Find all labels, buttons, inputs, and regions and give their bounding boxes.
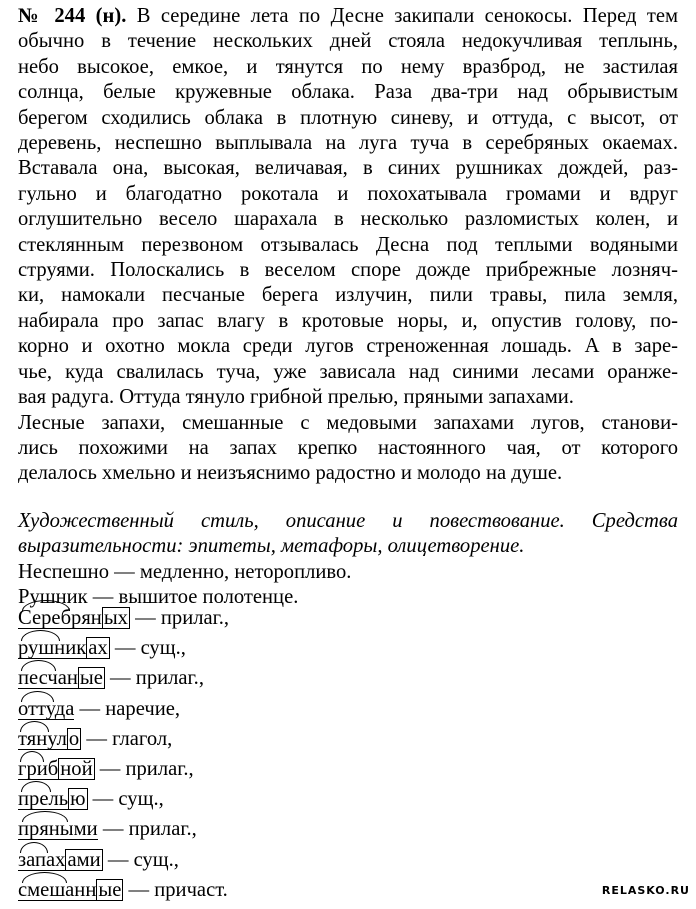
ending-box: ю	[70, 788, 86, 811]
exercise-text	[18, 4, 678, 487]
word-stem	[18, 788, 68, 811]
style-line-1: Художественный стиль, описание и повествование. Средства	[18, 510, 678, 532]
text-line: стеклянным перезвоном отзывалась Десна под теплыми водяными	[18, 233, 678, 256]
text-line: вая радуга. Оттуда тянуло грибной прелью, пряными запахами.	[18, 386, 574, 409]
ending-box: ых	[103, 607, 128, 629]
stem-underline	[18, 809, 68, 810]
stem-text: рушник	[18, 637, 87, 660]
part-of-speech: — наречие,	[74, 697, 181, 720]
ending-box: ые	[79, 667, 103, 690]
analysis-block	[18, 509, 678, 611]
word-stem	[18, 818, 98, 841]
gloss-neespeshno: Неспешно — медленно, неторопливо.	[18, 560, 352, 583]
text-line: Вставала она, высокая, величавая, в синих рушниках дождей, раз-	[18, 157, 678, 180]
stem-text: смешанн	[18, 878, 97, 901]
style-line-2: выразительности: эпитеты, метафоры, олицетворение.	[18, 535, 525, 558]
word-stem	[18, 637, 86, 660]
part-of-speech: — сущ.,	[109, 637, 186, 660]
text-line: набирала про запас влагу в кротовые норы, и, опустив голову, по-	[18, 309, 678, 332]
word-stem	[18, 667, 78, 690]
part-of-speech: — прилаг.,	[94, 758, 194, 780]
ending-box: ами	[67, 848, 101, 871]
part-of-speech: — прилаг.,	[97, 818, 197, 841]
word-stem	[18, 607, 102, 630]
stem-underline	[18, 719, 74, 720]
stem-text: тянул	[18, 727, 67, 750]
stem-underline	[18, 779, 58, 780]
text-line: гульно и благодатно рокотала и похохатывала громами и вдруг	[18, 182, 678, 205]
word-stem	[18, 728, 67, 751]
stem-text: гриб	[18, 758, 59, 780]
morpheme-row	[18, 818, 197, 848]
text-line: оглушительно весело шарахала в несколько разломистых колен, и	[18, 208, 678, 231]
stem-underline	[18, 839, 98, 840]
text-line	[18, 4, 678, 29]
ending-box: ной	[60, 758, 93, 780]
text-line: лись похожими на запах крепко настоянного чая, от которого	[18, 436, 678, 459]
text-line: деревень, неспешно выплывала на луга туча в серебряных окаемах.	[18, 132, 678, 155]
stem-underline	[18, 900, 96, 901]
text-line: делалось хмельно и неизъяснимо радостно и молодо на душе.	[18, 462, 563, 485]
stem-underline	[18, 749, 67, 750]
part-of-speech: — прилаг.,	[104, 667, 204, 690]
part-of-speech: — сущ.,	[87, 788, 164, 811]
ending-box: ые	[98, 878, 122, 901]
text-line: солнца, белые кружевные облака. Раза два-три над обрывистым	[18, 81, 678, 104]
morpheme-row	[18, 879, 228, 909]
text-line: берегом сходились облака в плотную синеву, и оттуда, с высот, от	[18, 106, 678, 129]
stem-text: оттуда	[18, 697, 75, 720]
gloss-rushnik: Рушник — вышитое полотенце.	[18, 586, 299, 609]
stem-text: песчан	[18, 667, 78, 690]
stem-text: прель	[18, 788, 69, 811]
word-stem	[18, 698, 74, 721]
stem-text: пряными	[18, 818, 98, 841]
word-stem	[18, 879, 96, 902]
exercise-number: № 244 (н).	[18, 5, 137, 27]
part-of-speech: — причаст.	[123, 878, 228, 901]
text-line: чье, куда свалилась туча, уже зависала над синими лесами оранже-	[18, 360, 678, 383]
part-of-speech: — сущ.,	[102, 848, 179, 871]
text-line-content: В середине лета по Десне закипали сенокосы. Перед тем	[136, 5, 678, 27]
stem-underline	[18, 688, 78, 689]
stem-text: запах	[18, 848, 66, 871]
part-of-speech: — прилаг.,	[129, 607, 230, 629]
text-line: обычно в течение нескольких дней стояла недокучливая теплынь,	[18, 30, 678, 53]
morpheme-row	[18, 728, 172, 758]
ending-box: о	[68, 727, 80, 750]
text-line: ки, намокали песчаные берега излучин, пили травы, пила земля,	[18, 284, 678, 307]
word-stem	[18, 758, 58, 781]
stem-text: Серебрян	[18, 607, 102, 629]
text-line: небо высокое, емкое, и тянутся по нему вразброд, не застилая	[18, 55, 678, 78]
text-line: Лесные запахи, смешанные с медовыми запахами лугов, станови-	[18, 411, 678, 434]
watermark: RELASKO.RU	[601, 884, 690, 897]
word-stem	[18, 849, 65, 872]
text-line: струями. Полоскались в веселом споре дожде прибрежные лозняч-	[18, 259, 678, 282]
stem-underline	[18, 658, 86, 659]
stem-underline	[18, 628, 102, 629]
text-line: корно и охотно мокла среди лугов стреноженная лошадь. А в заре-	[18, 335, 678, 358]
stem-underline	[18, 870, 65, 871]
part-of-speech: — глагол,	[81, 727, 173, 750]
ending-box: ах	[88, 637, 108, 660]
